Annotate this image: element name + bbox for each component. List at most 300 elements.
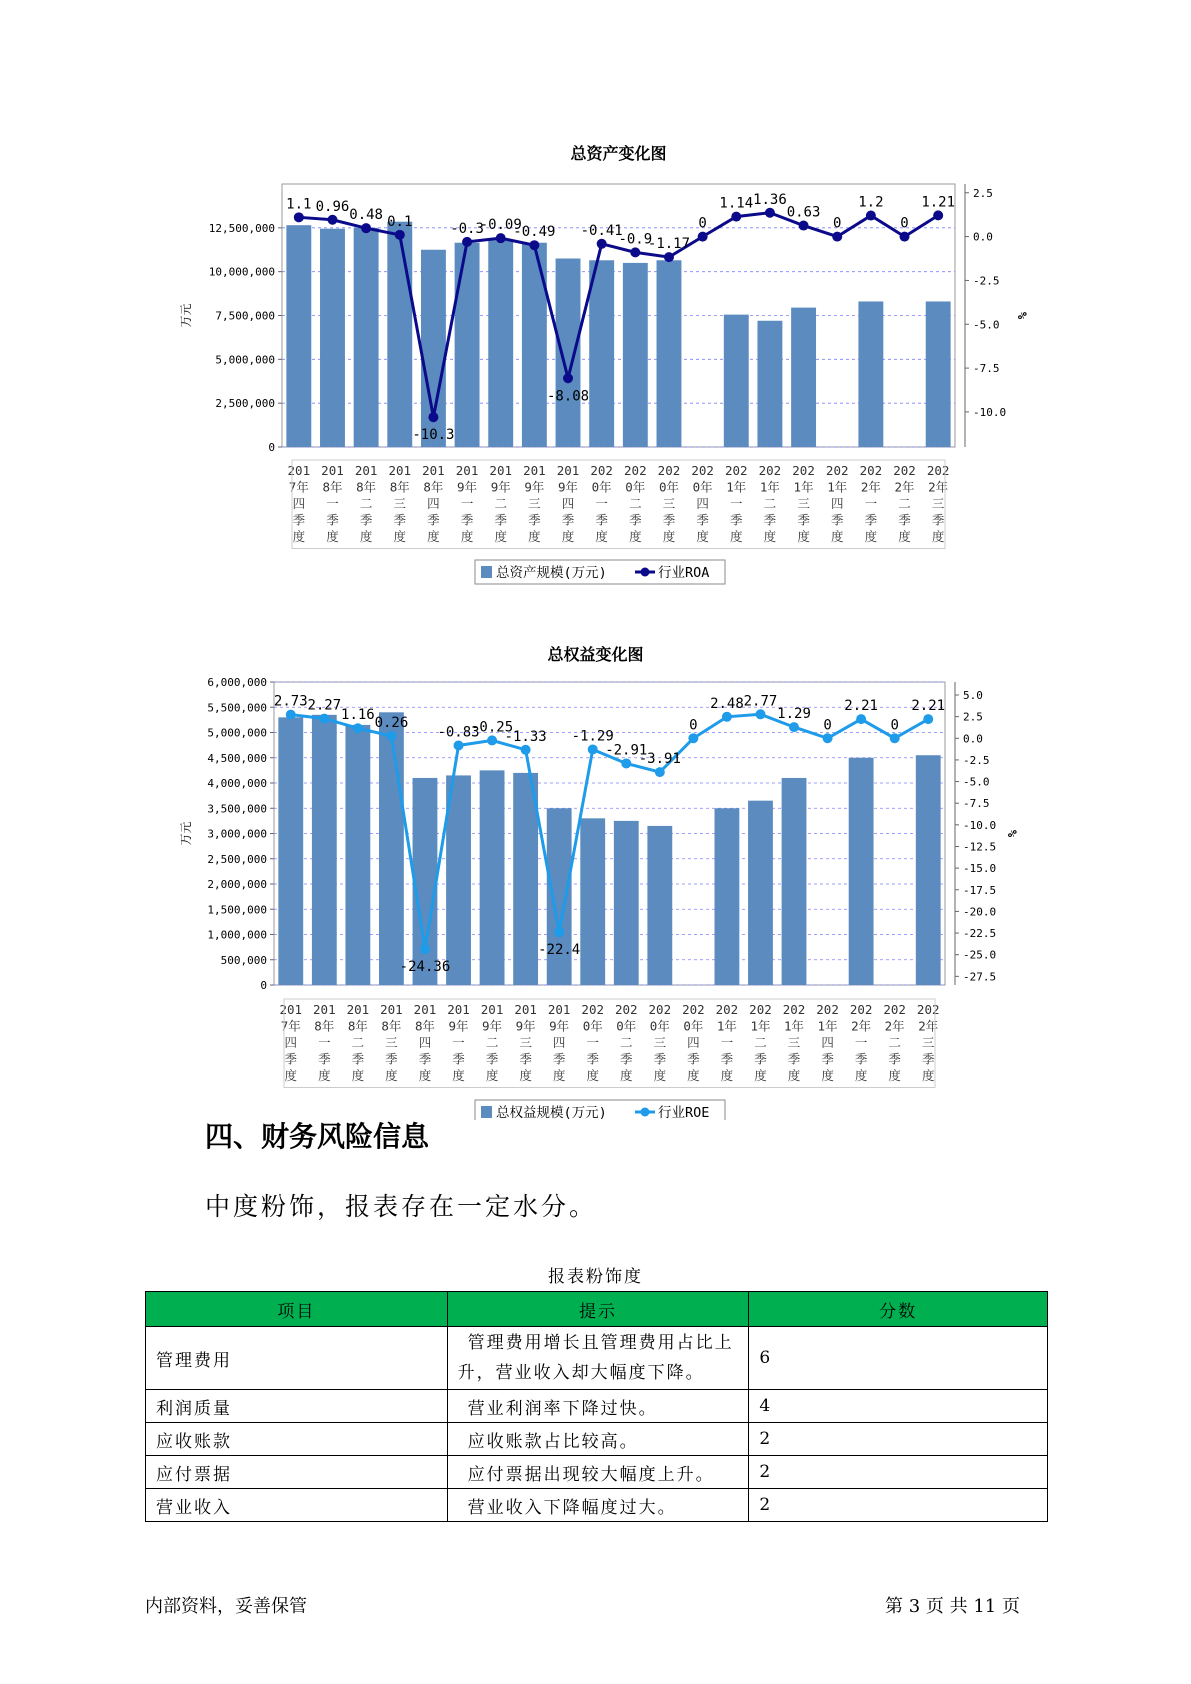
series-point	[462, 237, 472, 247]
x-tick-label: 度	[821, 1068, 834, 1083]
x-tick-label: 度	[485, 1068, 499, 1083]
x-tick-label: 201	[380, 1002, 403, 1017]
x-tick-label: 202	[581, 1002, 605, 1017]
x-tick-label: 季	[864, 512, 878, 528]
chart-title: 总资产变化图	[570, 144, 667, 163]
bar	[614, 821, 639, 985]
x-tick-label: 0年	[658, 479, 679, 495]
bar	[647, 826, 672, 985]
data-label: 0	[698, 215, 707, 232]
data-label: -1.17	[647, 236, 691, 253]
x-tick-label: 201	[321, 463, 344, 478]
x-tick-label: 201	[480, 1002, 504, 1017]
x-tick-label: 1年	[716, 1018, 737, 1034]
bar	[547, 808, 572, 985]
x-tick-label: 季	[787, 1051, 801, 1067]
row-score: 2	[749, 1423, 1048, 1456]
row-hint: 应付票据出现较大幅度上升。	[447, 1456, 749, 1489]
x-tick-label: 季	[797, 512, 810, 528]
bar	[916, 755, 941, 985]
x-tick-label: 202	[715, 1002, 739, 1017]
series-point	[900, 232, 910, 242]
series-point	[856, 714, 866, 724]
x-tick-label: 201	[514, 1002, 537, 1017]
x-tick-label: 度	[393, 529, 407, 544]
x-tick-label: 202	[724, 463, 748, 478]
x-tick-label: 202	[682, 1002, 705, 1017]
series-point	[698, 232, 708, 242]
series-point	[722, 712, 732, 722]
bar	[724, 315, 749, 447]
x-tick-label: 季	[326, 512, 339, 528]
data-label: 0.63	[786, 204, 821, 221]
bar	[657, 260, 682, 447]
data-label: 1.36	[753, 191, 787, 208]
row-item: 应付票据	[146, 1456, 448, 1489]
series-point	[353, 723, 363, 733]
x-tick-label: 202	[883, 1002, 906, 1017]
x-tick-label: 季	[595, 512, 608, 528]
row-hint: 管理费用增长且管理费用占比上升，营业收入却大幅度下降。	[447, 1327, 749, 1390]
series-point	[588, 744, 598, 754]
x-tick-label: 201	[447, 1002, 470, 1017]
header-score: 分数	[749, 1292, 1048, 1327]
series-point	[420, 944, 430, 954]
x-tick-label: 202	[749, 1002, 772, 1017]
x-tick-label: 9年	[448, 1018, 469, 1034]
data-label: 2.48	[710, 695, 744, 712]
series-point	[765, 208, 775, 218]
x-tick-label: 度	[720, 1068, 734, 1083]
x-tick-label: 三	[787, 1035, 801, 1050]
y2-tick-label: -17.5	[963, 883, 997, 897]
x-tick-label: 二	[754, 1035, 767, 1050]
bar	[488, 240, 513, 447]
x-tick-label: 二	[351, 1035, 365, 1050]
x-tick-label: 201	[455, 463, 479, 478]
x-tick-label: 二	[494, 496, 507, 511]
x-tick-label: 季	[687, 1051, 700, 1067]
x-tick-label: 度	[351, 1068, 365, 1083]
x-tick-label: 季	[931, 512, 945, 528]
x-tick-label: 三	[662, 496, 676, 511]
x-tick-label: 季	[427, 512, 440, 528]
x-tick-label: 四	[292, 496, 306, 511]
y-tick-label: 4,000,000	[207, 777, 267, 790]
x-tick-label: 季	[292, 512, 306, 528]
x-tick-label: 202	[648, 1002, 672, 1017]
data-label: 1.1	[286, 196, 312, 213]
x-tick-label: 202	[816, 1002, 839, 1017]
series-point	[597, 239, 607, 249]
x-tick-label: 度	[519, 1068, 532, 1083]
x-tick-label: 季	[629, 512, 642, 528]
x-tick-label: 0年	[616, 1018, 637, 1034]
bar	[278, 717, 303, 985]
bar	[522, 243, 547, 447]
x-tick-label: 7年	[288, 479, 309, 495]
series-point	[554, 927, 564, 937]
x-tick-label: 一	[460, 496, 474, 511]
series-point	[563, 373, 573, 383]
table-row	[146, 1456, 1048, 1489]
row-score: 6	[749, 1327, 1048, 1390]
x-tick-label: 季	[552, 1051, 566, 1067]
series-point	[496, 233, 506, 243]
series-point	[630, 247, 640, 257]
series-point	[294, 212, 304, 222]
x-tick-label: 四	[696, 496, 709, 511]
x-tick-label: 9年	[515, 1018, 536, 1034]
x-tick-label: 季	[921, 1051, 935, 1067]
x-tick-label: 9年	[457, 479, 478, 495]
x-tick-label: 2年	[894, 479, 915, 495]
y2-tick-label: 0.0	[973, 230, 993, 244]
header-hint: 提示	[447, 1292, 749, 1327]
x-tick-label: 季	[898, 512, 911, 528]
y-tick-label: 4,500,000	[207, 751, 267, 765]
x-tick-label: 一	[452, 1035, 465, 1050]
x-tick-label: 度	[653, 1068, 667, 1083]
bar	[623, 263, 648, 447]
y-tick-label: 2,500,000	[215, 397, 275, 411]
y2-tick-label: -7.5	[973, 362, 1000, 376]
x-tick-label: 二	[629, 496, 642, 511]
x-tick-label: 度	[595, 529, 608, 544]
x-tick-label: 度	[730, 529, 743, 544]
data-label: -10.3	[412, 427, 455, 444]
table-row	[146, 1390, 1048, 1423]
x-tick-label: 季	[730, 512, 743, 528]
x-tick-label: 季	[284, 1051, 298, 1067]
data-label: -1.33	[504, 728, 547, 745]
x-tick-label: 202	[590, 463, 613, 478]
x-tick-label: 一	[720, 1035, 734, 1050]
x-tick-label: 201	[287, 463, 311, 478]
x-tick-label: 季	[561, 512, 575, 528]
data-label: 2.21	[844, 698, 878, 715]
x-tick-label: 二	[620, 1035, 633, 1050]
data-label: 1.14	[719, 195, 754, 212]
table-row	[146, 1489, 1048, 1522]
x-tick-label: 三	[653, 1035, 667, 1050]
x-tick-label: 202	[792, 463, 815, 478]
x-tick-label: 1年	[726, 479, 747, 495]
y-tick-label: 2,000,000	[207, 878, 267, 891]
x-tick-label: 季	[460, 512, 474, 528]
x-tick-label: 202	[859, 463, 883, 478]
x-tick-label: 度	[292, 529, 306, 544]
x-tick-label: 一	[730, 496, 743, 511]
row-hint: 应收账款占比较高。	[447, 1423, 749, 1456]
x-tick-label: 9年	[558, 479, 579, 495]
x-tick-label: 8年	[356, 479, 377, 495]
x-tick-label: 度	[696, 529, 709, 544]
x-tick-label: 度	[629, 529, 642, 544]
series-point	[688, 733, 698, 743]
x-tick-label: 0年	[625, 479, 646, 495]
y2-axis-label: %	[1005, 829, 1019, 838]
bar	[345, 725, 370, 985]
x-tick-label: 季	[653, 1051, 667, 1067]
x-tick-label: 度	[797, 529, 810, 544]
x-tick-label: 一	[595, 496, 608, 511]
x-tick-label: 季	[452, 1051, 465, 1067]
x-tick-label: 度	[561, 529, 575, 544]
y-tick-label: 500,000	[220, 953, 267, 967]
x-tick-label: 8年	[381, 1018, 402, 1034]
x-tick-label: 三	[797, 496, 810, 511]
data-label: -0.09	[479, 217, 522, 234]
x-tick-label: 季	[418, 1051, 432, 1067]
x-tick-label: 2年	[851, 1018, 872, 1034]
series-point	[933, 210, 943, 220]
bar	[858, 301, 883, 447]
row-score: 4	[749, 1390, 1048, 1423]
x-tick-label: 四	[418, 1035, 432, 1050]
x-tick-label: 度	[494, 529, 507, 544]
x-tick-label: 度	[854, 1068, 868, 1083]
data-label: -0.3	[450, 220, 484, 237]
x-tick-label: 7年	[280, 1018, 301, 1034]
x-tick-label: 季	[854, 1051, 868, 1067]
legend-line-marker	[641, 568, 650, 577]
x-tick-label: 度	[864, 529, 878, 544]
legend-line-label: 行业ROE	[658, 1105, 710, 1120]
x-tick-label: 202	[926, 463, 950, 478]
x-tick-label: 202	[758, 463, 782, 478]
data-label: 0	[900, 215, 909, 232]
x-tick-label: 9年	[549, 1018, 570, 1034]
y-tick-label: 0	[260, 979, 267, 992]
x-tick-label: 202	[849, 1002, 873, 1017]
bar	[480, 770, 505, 985]
series-point	[428, 412, 438, 422]
x-tick-label: 季	[393, 512, 407, 528]
data-label: -0.25	[470, 719, 514, 736]
series-point	[521, 745, 531, 755]
data-label: -8.08	[546, 388, 590, 405]
x-tick-label: 201	[313, 1002, 336, 1017]
y2-tick-label: -2.5	[963, 753, 990, 767]
x-tick-label: 度	[359, 529, 373, 544]
header-item: 项目	[146, 1292, 448, 1327]
x-tick-label: 8年	[414, 1018, 435, 1034]
data-label: 0	[823, 717, 832, 734]
x-tick-label: 202	[691, 463, 714, 478]
x-tick-label: 1年	[759, 479, 780, 495]
series-point	[621, 758, 631, 768]
x-tick-label: 1年	[784, 1018, 805, 1034]
row-hint: 营业收入下降幅度过大。	[447, 1489, 749, 1522]
series-point	[529, 240, 539, 250]
y2-tick-label: -27.5	[963, 970, 997, 984]
bar	[455, 243, 480, 447]
x-tick-label: 四	[561, 496, 575, 511]
data-label: 0.48	[349, 207, 383, 224]
y2-tick-label: -10.0	[973, 405, 1007, 419]
series-point	[395, 230, 405, 240]
x-tick-label: 202	[614, 1002, 638, 1017]
x-tick-label: 季	[720, 1051, 734, 1067]
data-label: 2.21	[911, 698, 946, 715]
x-tick-label: 度	[326, 529, 339, 544]
x-tick-label: 度	[552, 1068, 566, 1083]
row-item: 管理费用	[146, 1327, 448, 1390]
bar	[589, 260, 614, 447]
x-tick-label: 一	[326, 496, 339, 511]
x-tick-label: 1年	[793, 479, 814, 495]
x-tick-label: 202	[624, 463, 647, 478]
section-title: 四、财务风险信息	[205, 1120, 430, 1153]
data-label: -0.83	[437, 724, 480, 741]
series-point	[286, 710, 296, 720]
x-tick-label: 季	[494, 512, 507, 528]
y-tick-label: 5,000,000	[207, 726, 267, 740]
x-tick-label: 四	[552, 1035, 566, 1050]
y2-tick-label: -5.0	[963, 775, 990, 789]
x-tick-label: 201	[556, 463, 580, 478]
x-tick-label: 0年	[649, 1018, 670, 1034]
x-tick-label: 201	[279, 1002, 303, 1017]
y2-tick-label: -7.5	[963, 797, 990, 811]
x-tick-label: 8年	[423, 479, 444, 495]
series-point	[487, 735, 497, 745]
series-point	[731, 212, 741, 222]
x-tick-label: 季	[351, 1051, 365, 1067]
x-tick-label: 度	[763, 529, 777, 544]
x-tick-label: 度	[754, 1068, 767, 1083]
x-tick-label: 2年	[918, 1018, 939, 1034]
x-tick-label: 度	[898, 529, 911, 544]
x-tick-label: 度	[921, 1068, 935, 1083]
y-tick-label: 7,500,000	[215, 309, 275, 323]
y-tick-label: 5,500,000	[207, 701, 267, 715]
x-tick-label: 201	[489, 463, 513, 478]
x-tick-label: 201	[346, 1002, 370, 1017]
footer-page-number: 第 3 页 共 11 页	[885, 1596, 1020, 1617]
series-point	[386, 731, 396, 741]
x-tick-label: 2年	[928, 479, 949, 495]
y-tick-label: 5,000,000	[215, 353, 275, 367]
table-row	[146, 1327, 1048, 1390]
series-point	[890, 733, 900, 743]
x-tick-label: 202	[657, 463, 681, 478]
x-tick-label: 度	[385, 1068, 398, 1083]
bar	[556, 259, 581, 447]
x-tick-label: 四	[284, 1035, 298, 1050]
total-assets-chart	[0, 130, 1191, 590]
x-tick-label: 9年	[490, 479, 511, 495]
y-tick-label: 3,500,000	[207, 802, 267, 816]
bar	[320, 229, 345, 447]
x-tick-label: 季	[821, 1051, 834, 1067]
bar	[387, 222, 412, 447]
data-label: 0	[833, 215, 842, 232]
x-tick-label: 季	[586, 1051, 599, 1067]
data-label: 0	[890, 717, 899, 734]
series-point	[327, 215, 337, 225]
x-tick-label: 201	[354, 463, 378, 478]
y2-tick-label: -12.5	[963, 840, 997, 854]
y-axis-label: 万元	[179, 303, 193, 328]
y2-tick-label: -5.0	[973, 318, 1000, 332]
x-tick-label: 一	[854, 1035, 868, 1050]
x-tick-label: 二	[485, 1035, 499, 1050]
data-label: -0.49	[513, 224, 556, 241]
x-tick-label: 度	[830, 529, 844, 544]
x-tick-label: 度	[418, 1068, 432, 1083]
table-row	[146, 1423, 1048, 1456]
x-tick-label: 季	[888, 1051, 901, 1067]
x-tick-label: 度	[888, 1068, 901, 1083]
bar	[926, 301, 951, 447]
data-label: 2.73	[273, 693, 308, 710]
x-tick-label: 202	[825, 463, 849, 478]
y-tick-label: 6,000,000	[207, 676, 267, 689]
data-label: 0.26	[374, 715, 409, 732]
data-label: -22.4	[538, 942, 581, 959]
x-tick-label: 季	[359, 512, 373, 528]
x-tick-label: 四	[687, 1035, 700, 1050]
x-tick-label: 二	[763, 496, 777, 511]
x-tick-label: 1年	[750, 1018, 771, 1034]
x-tick-label: 季	[519, 1051, 532, 1067]
x-tick-label: 201	[413, 1002, 437, 1017]
y-tick-label: 3,000,000	[207, 827, 267, 841]
data-label: 1.2	[858, 194, 884, 211]
x-tick-label: 度	[662, 529, 676, 544]
y2-tick-label: -25.0	[963, 948, 997, 962]
bar	[748, 801, 773, 985]
x-tick-label: 二	[888, 1035, 901, 1050]
bar	[791, 308, 816, 447]
x-tick-label: 三	[393, 496, 407, 511]
row-score: 2	[749, 1456, 1048, 1489]
data-label: -0.41	[580, 222, 623, 239]
row-hint: 营业利润率下降过快。	[447, 1390, 749, 1423]
series-point	[923, 714, 933, 724]
bar	[782, 778, 807, 985]
bar	[580, 818, 605, 985]
y-tick-label: 2,500,000	[207, 852, 267, 866]
x-tick-label: 0年	[692, 479, 713, 495]
x-tick-label: 季	[754, 1051, 767, 1067]
series-point	[361, 223, 371, 233]
x-tick-label: 季	[528, 512, 541, 528]
x-tick-label: 季	[662, 512, 676, 528]
x-tick-label: 201	[523, 463, 546, 478]
x-tick-label: 度	[528, 529, 541, 544]
x-tick-label: 季	[385, 1051, 398, 1067]
x-tick-label: 度	[931, 529, 945, 544]
series-point	[866, 211, 876, 221]
y-tick-label: 1,500,000	[207, 903, 267, 917]
row-item: 利润质量	[146, 1390, 448, 1423]
x-tick-label: 度	[427, 529, 440, 544]
data-label: 1.21	[921, 194, 956, 211]
x-tick-label: 9年	[524, 479, 545, 495]
series-point	[789, 722, 799, 732]
x-tick-label: 9年	[482, 1018, 503, 1034]
y-tick-label: 10,000,000	[208, 265, 275, 279]
x-tick-label: 三	[385, 1035, 398, 1050]
legend-line-label: 行业ROA	[658, 565, 710, 581]
x-tick-label: 8年	[389, 479, 410, 495]
y2-tick-label: -20.0	[963, 905, 997, 919]
legend-bar-label: 总权益规模(万元)	[496, 1105, 607, 1120]
x-tick-label: 三	[528, 496, 541, 511]
